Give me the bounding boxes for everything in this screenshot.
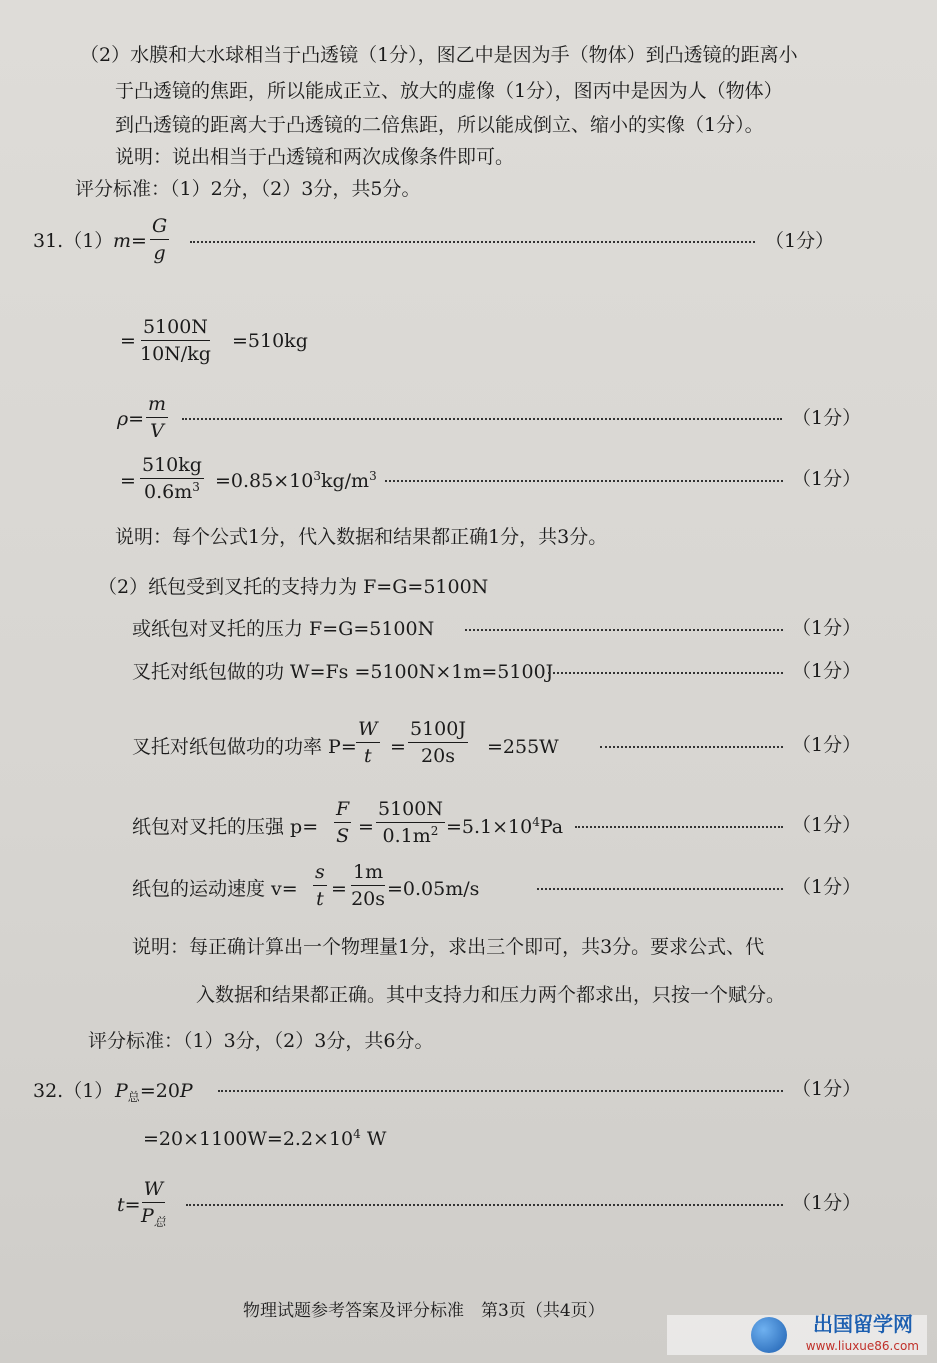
q31-press-eq: = bbox=[358, 816, 374, 838]
q31-score-3: （1分） bbox=[792, 468, 862, 490]
page-footer: 物理试题参考答案及评分标准 第3页（共4页） bbox=[243, 1301, 605, 1321]
q30-criteria: 评分标准：（1）2分，（2）3分，共5分。 bbox=[75, 178, 421, 200]
dot-leader bbox=[548, 672, 783, 674]
q31-power-frac2 bbox=[408, 720, 468, 766]
q31-press-label: 纸包对叉托的压强 p= bbox=[132, 816, 319, 838]
q31-press-frac1 bbox=[334, 800, 351, 846]
q31-press-den: S bbox=[336, 825, 350, 847]
dot-leader bbox=[465, 629, 783, 631]
q32-label: 32.（1） bbox=[33, 1080, 114, 1102]
q31-speed-frac2 bbox=[351, 863, 385, 909]
q31-press-den2 bbox=[383, 823, 439, 846]
q31-speed-eq: = bbox=[331, 878, 347, 900]
q32-calc-unit: W bbox=[360, 1128, 387, 1150]
q31-speed-frac1 bbox=[313, 863, 327, 909]
q31-press-res-base: =5.1×10 bbox=[446, 816, 533, 838]
q31-press-res-sup: 4 bbox=[532, 815, 540, 829]
q31-note1: 说明：每个公式1分，代入数据和结果都正确1分，共3分。 bbox=[115, 526, 608, 548]
q31-press-result bbox=[446, 815, 564, 838]
dot-leader bbox=[537, 888, 783, 890]
dot-leader bbox=[182, 418, 782, 420]
q31-power-num2: 5100J bbox=[408, 720, 468, 743]
q31-power-label: 叉托对纸包做功的功率 P= bbox=[132, 736, 357, 758]
dot-leader bbox=[190, 241, 755, 243]
q32-t-den-sub: 总 bbox=[153, 1215, 166, 1229]
q31-step4-num: 510kg bbox=[140, 456, 204, 479]
q32-calc-sup: 4 bbox=[353, 1127, 361, 1141]
q31-m-num: G bbox=[150, 217, 169, 240]
q31-p2-line2: 或纸包对叉托的压力 F=G=5100N bbox=[132, 618, 435, 640]
q31-score-8: （1分） bbox=[792, 876, 862, 898]
q31-press-res-unit: Pa bbox=[539, 816, 564, 838]
watermark-logo-icon bbox=[751, 1317, 787, 1353]
q31-power-result: =255W bbox=[487, 736, 559, 758]
q31-score-7: （1分） bbox=[792, 814, 862, 836]
q31-note2b: 入数据和结果都正确。其中支持力和压力两个都求出，只按一个赋分。 bbox=[196, 984, 786, 1006]
q31-rho-den: V bbox=[150, 420, 164, 442]
watermark-url: www.liuxue86.com bbox=[805, 1339, 919, 1353]
q31-press-num2: 5100N bbox=[376, 800, 445, 823]
q31-step4-res-base: =0.85×10 bbox=[215, 470, 314, 492]
dot-leader bbox=[186, 1204, 783, 1206]
q31-press-den2-sup: 2 bbox=[430, 824, 439, 838]
q31-eq-sign-2: = bbox=[120, 470, 136, 492]
q32-t-den-base: P bbox=[141, 1205, 154, 1227]
q31-p2-line3: 叉托对纸包做的功 W=Fs =5100N×1m=5100J bbox=[132, 661, 554, 683]
q31-power-den2: 20s bbox=[421, 745, 455, 767]
q31-step4-den-sup: 3 bbox=[192, 480, 200, 494]
q31-rho-left: ρ= bbox=[117, 408, 145, 430]
q31-score-1: （1分） bbox=[765, 230, 835, 252]
q32-score-1: （1分） bbox=[792, 1078, 862, 1100]
dot-leader bbox=[575, 826, 783, 828]
q31-m-left: m= bbox=[113, 230, 147, 252]
q32-calc-base: =20×1100W=2.2×10 bbox=[143, 1128, 354, 1150]
q32-p-eq: =20 bbox=[139, 1080, 180, 1102]
q31-note2a: 说明：每正确计算出一个物理量1分，求出三个即可，共3分。要求公式、代 bbox=[132, 936, 765, 958]
q31-step2-num: 5100N bbox=[141, 318, 210, 341]
q31-step4-den bbox=[144, 479, 200, 502]
q31-criteria: 评分标准：（1）3分，（2）3分，共6分。 bbox=[88, 1030, 434, 1052]
q31-power-frac1 bbox=[356, 720, 380, 766]
q32-t-fraction bbox=[141, 1178, 166, 1229]
q31-step2-den: 10N/kg bbox=[140, 343, 211, 365]
q31-score-6: （1分） bbox=[792, 734, 862, 756]
q31-step4-result bbox=[215, 469, 377, 492]
q31-m-den: g bbox=[153, 242, 166, 264]
q30-part2-line1: （2）水膜和大水球相当于凸透镜（1分），图乙中是因为手（物体）到凸透镜的距离小 bbox=[80, 44, 798, 66]
dot-leader bbox=[218, 1090, 783, 1092]
q32-p-eq-var: P bbox=[179, 1080, 193, 1102]
q31-step4-res-unit-sup: 3 bbox=[369, 469, 377, 483]
q32-t-left: t= bbox=[117, 1194, 141, 1216]
q31-speed-result: =0.05m/s bbox=[387, 878, 480, 900]
q32-t-num: W bbox=[142, 1180, 166, 1203]
q31-rho-fraction bbox=[146, 395, 168, 441]
q31-press-num: F bbox=[334, 800, 351, 823]
q31-step4-fraction bbox=[140, 456, 204, 502]
q31-rho-num: m bbox=[146, 395, 168, 418]
q31-power-den: t bbox=[363, 745, 372, 767]
q32-t-den bbox=[141, 1203, 166, 1229]
q31-speed-den2: 20s bbox=[351, 888, 386, 910]
q31-step2-fraction bbox=[140, 318, 211, 364]
q31-speed-num2: 1m bbox=[351, 863, 385, 886]
q32-calc bbox=[143, 1127, 387, 1150]
q31-step4-res-unit: kg/m bbox=[320, 470, 370, 492]
q31-speed-label: 纸包的运动速度 v= bbox=[132, 878, 298, 900]
q32-score-2: （1分） bbox=[792, 1192, 862, 1214]
q31-label: 31.（1） bbox=[33, 230, 114, 252]
q31-score-2: （1分） bbox=[792, 407, 862, 429]
q32-p-total-sub: 总 bbox=[127, 1090, 140, 1104]
q31-eq-sign: = bbox=[120, 330, 136, 352]
q31-step4-den-base: 0.6m bbox=[144, 481, 193, 503]
q31-step4-res-sup: 3 bbox=[313, 469, 321, 483]
q32-p-total-base: P bbox=[115, 1080, 128, 1102]
q30-part2-line3: 到凸透镜的距离大于凸透镜的二倍焦距，所以能成倒立、缩小的实像（1分）。 bbox=[115, 114, 764, 136]
q31-score-5: （1分） bbox=[792, 660, 862, 682]
q31-step2-result: =510kg bbox=[232, 330, 308, 352]
q31-speed-num: s bbox=[313, 863, 327, 886]
q31-press-frac2 bbox=[376, 800, 445, 846]
q31-speed-den: t bbox=[316, 888, 324, 910]
q30-part2-line2: 于凸透镜的焦距，所以能成正立、放大的虚像（1分），图丙中是因为人（物体） bbox=[115, 80, 783, 102]
q31-power-num: W bbox=[356, 720, 380, 743]
dot-leader bbox=[385, 480, 783, 482]
q31-score-4: （1分） bbox=[792, 617, 862, 639]
q31-p2-line1: （2）纸包受到叉托的支持力为 F=G=5100N bbox=[98, 576, 489, 598]
q30-note: 说明：说出相当于凸透镜和两次成像条件即可。 bbox=[115, 146, 515, 168]
watermark-title: 出国留学网 bbox=[813, 1312, 913, 1336]
dot-leader bbox=[600, 746, 783, 748]
q31-m-fraction bbox=[150, 217, 169, 263]
q31-power-eq: = bbox=[390, 736, 406, 758]
q32-p-total bbox=[115, 1080, 193, 1104]
q31-press-den2-base: 0.1m bbox=[382, 825, 431, 847]
